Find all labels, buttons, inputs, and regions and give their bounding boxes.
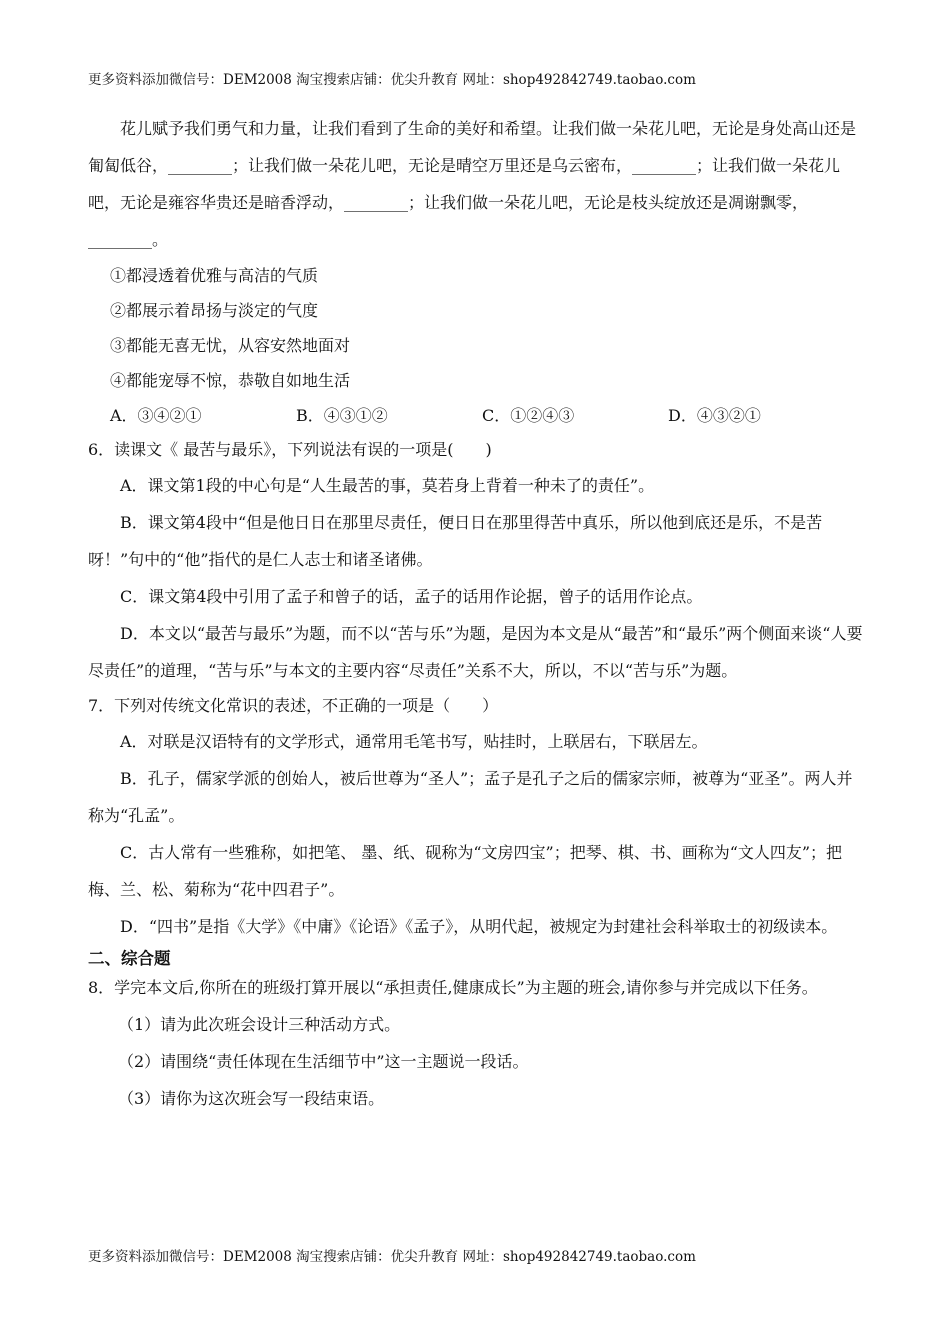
q8-task-3: （3）请你为这次班会写一段结束语。 (118, 1089, 385, 1108)
q5-item-1: ①都浸透着优雅与高洁的气质 (110, 266, 319, 285)
q5-option-b: B．④③①② (296, 406, 388, 425)
q8-stem: 8．学完本文后,你所在的班级打算开展以“承担责任,健康成长”为主题的班会,请你参与并完成以下任务。 (88, 978, 818, 997)
q6-option-a: A．课文第1段的中心句是“人生最苦的事，莫若身上背着一种未了的责任”。 (120, 476, 655, 495)
page-header: 更多资料添加微信号：DEM2008 淘宝搜索店铺：优尖升教育 网址：shop492842749.taobao.com (88, 72, 696, 88)
q5-options (88, 398, 863, 433)
q6-option-b: B．课文第4段中“但是他日日在那里尽责任，便日日在那里得苦中真乐，所以他到底还是乐，不是苦呀！”句中的“他”指代的是仁人志士和诸圣诸佛。 (88, 513, 823, 569)
q5-item-4: ④都能宠辱不惊，恭敬自如地生活 (110, 371, 351, 390)
q7-option-c: C．古人常有一些雅称，如把笔、 墨、纸、砚称为“文房四宝”；把琴、棋、书、画称为“文人四友”；把梅、兰、松、菊称为“花中四君子”。 (88, 843, 843, 899)
page-footer: 更多资料添加微信号：DEM2008 淘宝搜索店铺：优尖升教育 网址：shop492842749.taobao.com (88, 1249, 696, 1265)
q5-option-a: A．③④②① (110, 406, 202, 425)
q5-passage: 花儿赋予我们勇气和力量，让我们看到了生命的美好和希望。让我们做一朵花儿吧，无论是身处高山还是匍匐低谷，________；让我们做一朵花儿吧，无论是晴空万里还是乌云密布，________；让我们做一朵花儿吧，无论是雍容华贵还是暗香浮动，________；让我们做一朵花儿吧，无论是枝头绽放还是凋谢飘零，________。 (88, 119, 857, 249)
q6-option-d: D．本文以“最苦与最乐”为题，而不以“苦与乐”为题，是因为本文是从“最苦”和“最乐”两个侧面来谈“人要尽责任”的道理，“苦与乐”与本文的主要内容“尽责任”关系不大，所以，不以“苦与乐”为题。 (88, 624, 863, 680)
q7-option-d: D．“四书”是指《大学》《中庸》《论语》《孟子》，从明代起，被规定为封建社会科举取士的初级读本。 (120, 917, 838, 936)
q8-task-2: （2）请围绕“责任体现在生活细节中”这一主题说一段话。 (118, 1052, 529, 1071)
q7-option-a: A．对联是汉语特有的文学形式，通常用毛笔书写，贴挂时，上联居右，下联居左。 (120, 732, 708, 751)
q6-stem: 6．读课文《 最苦与最乐》，下列说法有误的一项是( ) (88, 440, 492, 459)
q5-item-3: ③都能无喜无忧，从容安然地面对 (110, 336, 351, 355)
q6-option-c: C．课文第4段中引用了孟子和曾子的话，孟子的话用作论据，曾子的话用作论点。 (120, 587, 703, 606)
section-title: 二、综合题 (88, 949, 171, 968)
q8-task-1: （1）请为此次班会设计三种活动方式。 (118, 1015, 401, 1034)
page-content (88, 110, 863, 1117)
q5-option-d: D．④③②① (668, 406, 761, 425)
q7-stem: 7．下列对传统文化常识的表述，不正确的一项是（ ） (88, 696, 499, 715)
q5-option-c: C．①②④③ (482, 406, 575, 425)
q5-item-2: ②都展示着昂扬与淡定的气度 (110, 301, 319, 320)
q7-option-b: B．孔子，儒家学派的创始人，被后世尊为“圣人”；孟子是孔子之后的儒家宗师，被尊为“亚圣”。两人并称为“孔孟”。 (88, 769, 853, 825)
